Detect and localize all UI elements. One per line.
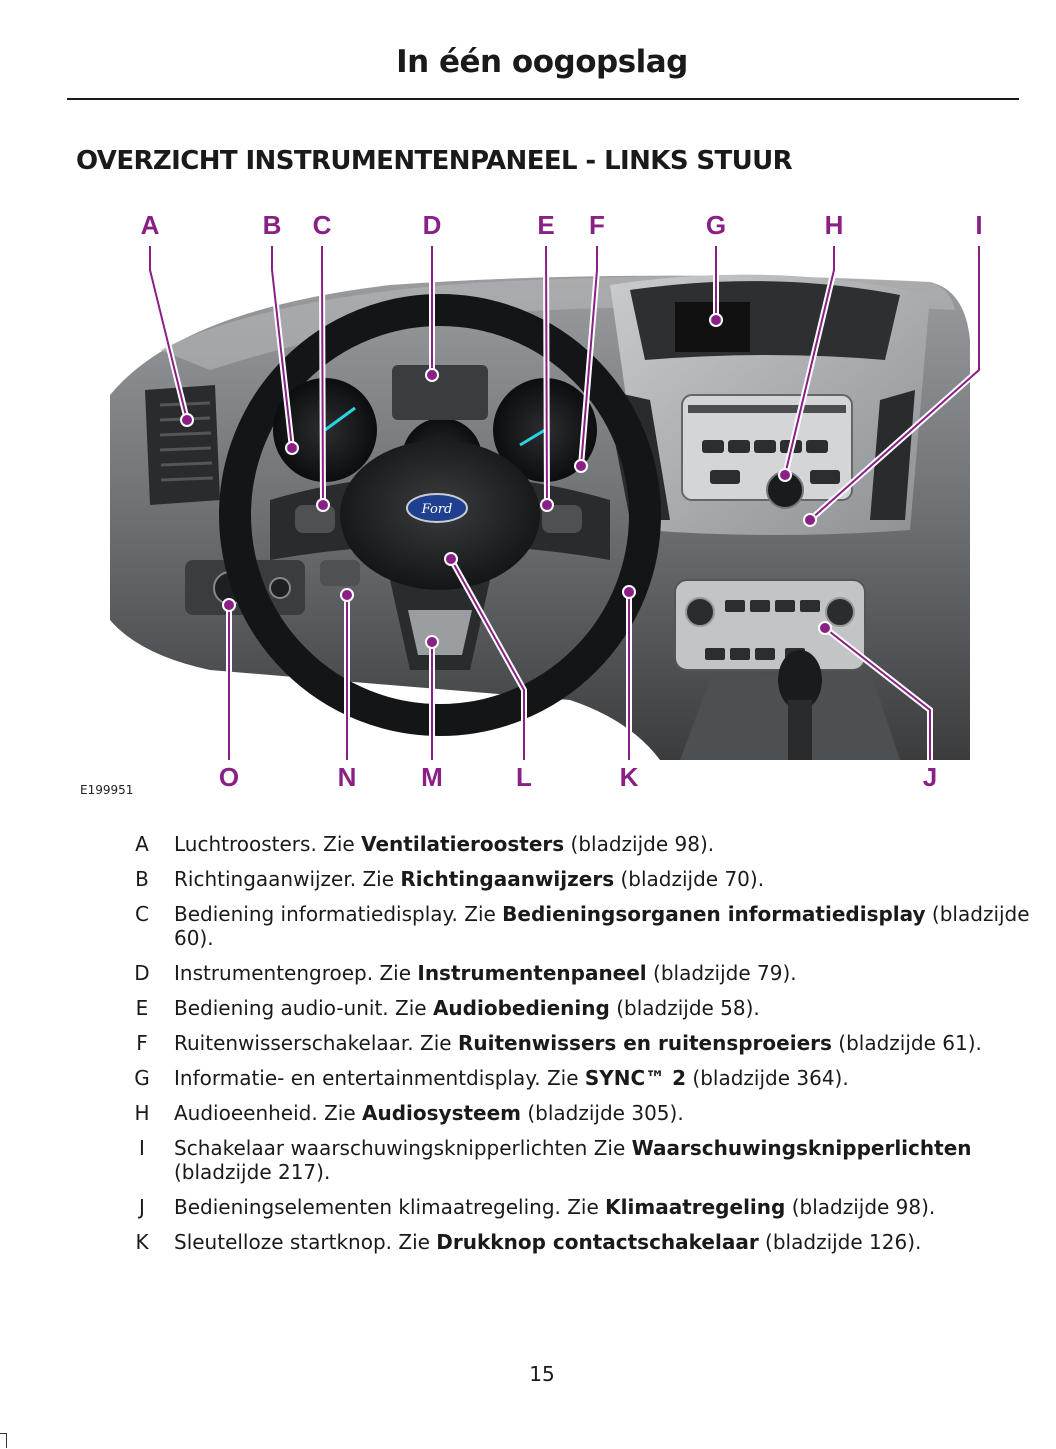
figure-id: E199951	[80, 783, 134, 797]
legend-text: Ruitenwisserschakelaar. Zie	[174, 1031, 458, 1055]
legend-link[interactable]: Audiobediening	[432, 996, 610, 1020]
legend-text: Bediening informatiedisplay. Zie	[174, 902, 503, 926]
legend-key: K	[135, 1230, 149, 1254]
legend-page-ref: (bladzijde 60).	[174, 902, 1030, 950]
crop-mark	[0, 1433, 7, 1448]
legend-item	[110, 1031, 1030, 1055]
callout-label-a: A	[140, 210, 160, 240]
legend-key: J	[139, 1195, 145, 1219]
callout-label-k: K	[619, 762, 639, 792]
page-header-title: In één oogopslag	[396, 44, 688, 80]
legend-key: H	[134, 1101, 150, 1125]
legend-page-ref: (bladzijde 126).	[758, 1230, 922, 1254]
legend-item	[110, 832, 1030, 856]
legend-text: Informatie- en entertainmentdisplay. Zie	[174, 1066, 585, 1090]
ford-badge-text: Ford	[421, 502, 453, 517]
legend-page-ref: (bladzijde 98).	[564, 832, 715, 856]
legend-page-ref: (bladzijde 70).	[614, 867, 765, 891]
legend-link[interactable]: Bedieningsorganen informatiedisplay	[502, 902, 926, 926]
legend-link[interactable]: Drukknop contactschakelaar	[436, 1230, 759, 1254]
legend-text: Sleutelloze startknop. Zie	[174, 1230, 437, 1254]
legend-key: A	[135, 832, 149, 856]
callout-label-l: L	[516, 762, 532, 792]
page-number: 15	[529, 1362, 555, 1386]
legend-link[interactable]: Instrumentenpaneel	[417, 961, 647, 985]
callout-label-d: D	[422, 210, 442, 240]
callout-label-n: N	[337, 762, 357, 792]
legend-text: Schakelaar waarschuwingsknipperlichten Zie	[174, 1136, 632, 1160]
callout-label-h: H	[824, 210, 844, 240]
callout-label-j: J	[922, 762, 938, 792]
legend-link[interactable]: Waarschuwingsknipperlichten	[631, 1136, 972, 1160]
legend-page-ref: (bladzijde 58).	[609, 996, 760, 1020]
legend-link[interactable]: Ruitenwissers en ruitensproeiers	[457, 1031, 832, 1055]
legend-page-ref: (bladzijde 305).	[521, 1101, 684, 1125]
legend-text: Bediening audio-unit. Zie	[174, 996, 433, 1020]
legend-item	[110, 1195, 1030, 1219]
callout-label-i: I	[975, 210, 983, 240]
legend-page-ref: (bladzijde 217).	[174, 1160, 331, 1184]
legend-item	[110, 1066, 1030, 1090]
legend-item	[110, 1136, 1030, 1184]
legend-link[interactable]: Klimaatregeling	[605, 1195, 786, 1219]
legend-link[interactable]: Audiosysteem	[362, 1101, 522, 1125]
legend-key: E	[135, 996, 149, 1020]
legend-text: Luchtroosters. Zie	[174, 832, 362, 856]
legend-page-ref: (bladzijde 61).	[831, 1031, 982, 1055]
section-title: OVERZICHT INSTRUMENTENPANEEL - LINKS STUUR	[76, 146, 793, 176]
header-divider	[67, 98, 1019, 100]
callout-label-o: O	[218, 762, 240, 792]
legend-item	[110, 1230, 1030, 1254]
legend-link[interactable]: SYNC™ 2	[584, 1066, 687, 1090]
steering-wheel	[235, 310, 645, 720]
legend-page-ref: (bladzijde 79).	[646, 961, 797, 985]
legend-key: D	[134, 961, 150, 985]
callout-label-f: F	[589, 210, 605, 240]
legend-page-ref: (bladzijde 364).	[686, 1066, 849, 1090]
legend-page-ref: (bladzijde 98).	[785, 1195, 936, 1219]
dashboard-svg	[70, 200, 1020, 810]
legend-text: Audioeenheid. Zie	[174, 1101, 362, 1125]
legend-item	[110, 996, 1030, 1020]
callout-label-m: M	[421, 762, 443, 792]
legend-item	[110, 867, 1030, 891]
legend-link[interactable]: Richtingaanwijzers	[400, 867, 615, 891]
legend-key: I	[139, 1136, 145, 1160]
callout-label-c: C	[312, 210, 332, 240]
legend-link[interactable]: Ventilatieroosters	[361, 832, 565, 856]
legend-item	[110, 1101, 1030, 1125]
legend-text: Richtingaanwijzer. Zie	[174, 867, 401, 891]
legend-key: C	[135, 902, 149, 926]
legend-key: B	[135, 867, 149, 891]
callout-label-b: B	[262, 210, 282, 240]
legend-key: F	[136, 1031, 148, 1055]
callout-label-g: G	[705, 210, 727, 240]
legend-item	[110, 961, 1030, 985]
legend-key: G	[134, 1066, 150, 1090]
dashboard-illustration	[70, 200, 1020, 810]
legend-text: Instrumentengroep. Zie	[174, 961, 418, 985]
legend-item	[110, 902, 1030, 950]
legend-list	[110, 832, 1030, 1265]
callout-label-e: E	[537, 210, 555, 240]
legend-text: Bedieningselementen klimaatregeling. Zie	[174, 1195, 606, 1219]
